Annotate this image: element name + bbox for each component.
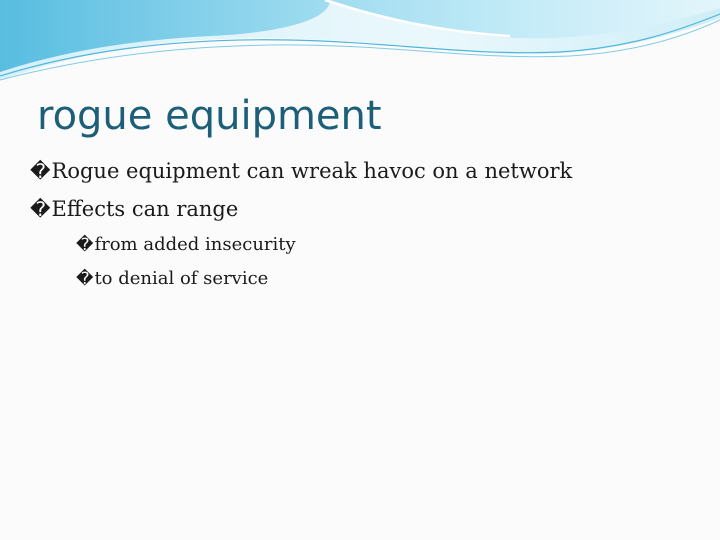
bullet-glyph: � bbox=[76, 235, 94, 255]
bullet-item bbox=[30, 190, 572, 228]
bullet-glyph: � bbox=[30, 159, 51, 183]
sub-bullet-item bbox=[30, 262, 572, 296]
sub-bullet-text: from added insecurity bbox=[94, 234, 296, 255]
header-wave-decoration bbox=[0, 0, 720, 90]
sub-bullet-item bbox=[30, 228, 572, 262]
bullet-item bbox=[30, 152, 572, 190]
bullet-glyph: � bbox=[30, 197, 51, 221]
slide-title: rogue equipment bbox=[37, 93, 382, 139]
sub-bullet-text: to denial of service bbox=[94, 268, 269, 289]
bullet-list bbox=[30, 152, 572, 296]
bullet-text: Rogue equipment can wreak havoc on a network bbox=[51, 159, 573, 183]
bullet-glyph: � bbox=[76, 269, 94, 289]
bullet-text: Effects can range bbox=[51, 197, 239, 221]
